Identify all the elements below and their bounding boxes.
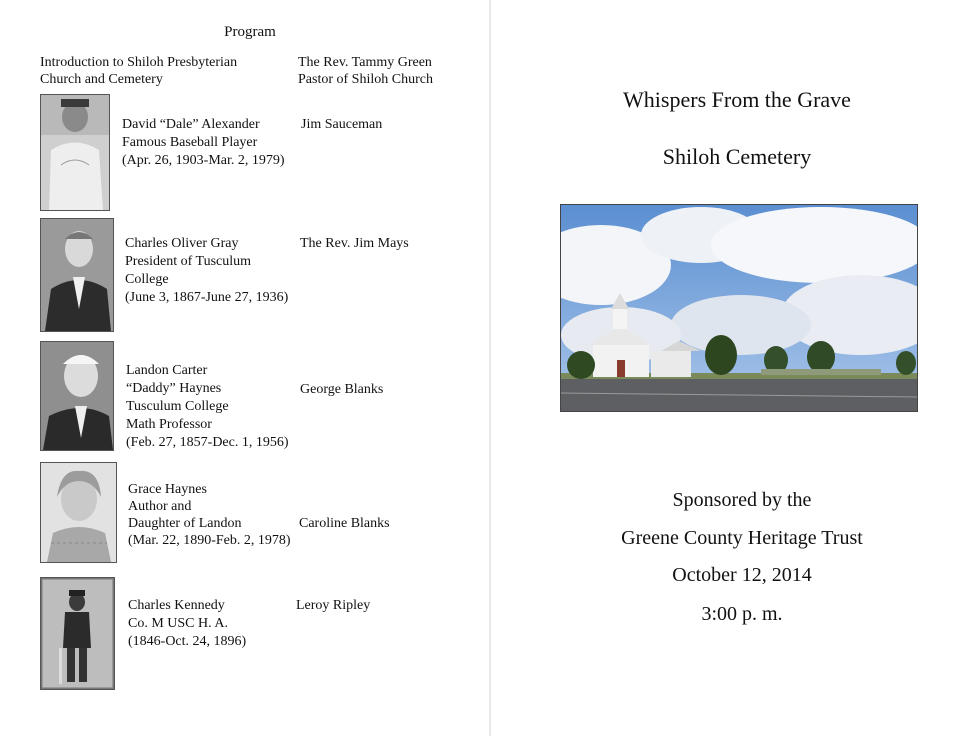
entry-line: Landon Carter	[126, 363, 208, 378]
portrait-soldier-icon	[40, 577, 115, 690]
page-fold	[489, 0, 491, 736]
entry-description	[128, 597, 246, 651]
entry-reader: George Blanks	[300, 382, 384, 397]
entry-line: Famous Baseball Player	[122, 135, 258, 150]
entry-reader: Leroy Ripley	[296, 598, 371, 613]
church-photo-icon	[560, 204, 918, 412]
entry-line: College	[125, 272, 169, 287]
portrait-elderly-woman-icon	[40, 462, 117, 563]
intro-speaker-line: Pastor of Shiloh Church	[298, 72, 433, 87]
entry-line: (Mar. 22, 1890-Feb. 2, 1978)	[128, 533, 291, 548]
entry-description	[125, 235, 288, 307]
entry-line: Charles Oliver Gray	[125, 236, 239, 251]
entry-line: Author and	[128, 499, 192, 514]
cover-page	[492, 0, 976, 736]
entry-reader: Caroline Blanks	[299, 516, 390, 531]
portrait-baseball-player-icon	[40, 94, 110, 211]
entry-description	[126, 362, 289, 452]
entry-line: (1846-Oct. 24, 1896)	[128, 634, 247, 649]
event-date: October 12, 2014	[672, 564, 812, 586]
intro-description	[40, 54, 280, 88]
intro-line: Church and Cemetery	[40, 72, 163, 87]
intro-speaker-line: The Rev. Tammy Green	[298, 55, 432, 70]
entry-line: (Feb. 27, 1857-Dec. 1, 1956)	[126, 435, 289, 450]
sponsor-line: Sponsored by the	[672, 489, 812, 511]
intro-speaker	[298, 54, 478, 88]
entry-line: Co. M USC H. A.	[128, 616, 228, 631]
entry-line: David “Dale” Alexander	[122, 117, 260, 132]
entry-line: (June 3, 1867-June 27, 1936)	[125, 290, 289, 305]
portrait-man-suit-icon	[40, 218, 114, 332]
portrait-elderly-man-icon	[40, 341, 114, 451]
cover-subtitle: Shiloh Cemetery	[662, 144, 812, 169]
entry-line: Charles Kennedy	[128, 598, 225, 613]
sponsor-name: Greene County Heritage Trust	[621, 527, 863, 549]
cover-title: Whispers From the Grave	[623, 87, 851, 112]
entry-reader: The Rev. Jim Mays	[300, 236, 409, 251]
entry-line: Grace Haynes	[128, 482, 207, 497]
entry-line: Daughter of Landon	[128, 516, 242, 531]
entry-line: President of Tusculum	[125, 254, 252, 269]
entry-line: Tusculum College	[126, 399, 229, 414]
entry-line: Math Professor	[126, 417, 212, 432]
program-title: Program	[224, 24, 276, 40]
entry-reader: Jim Sauceman	[301, 117, 383, 132]
event-time: 3:00 p. m.	[701, 603, 783, 625]
entry-description	[128, 481, 291, 549]
entry-line: “Daddy” Haynes	[126, 381, 222, 396]
entry-description	[122, 116, 285, 170]
entry-line: (Apr. 26, 1903-Mar. 2, 1979)	[122, 153, 285, 168]
intro-line: Introduction to Shiloh Presbyterian	[40, 55, 238, 70]
